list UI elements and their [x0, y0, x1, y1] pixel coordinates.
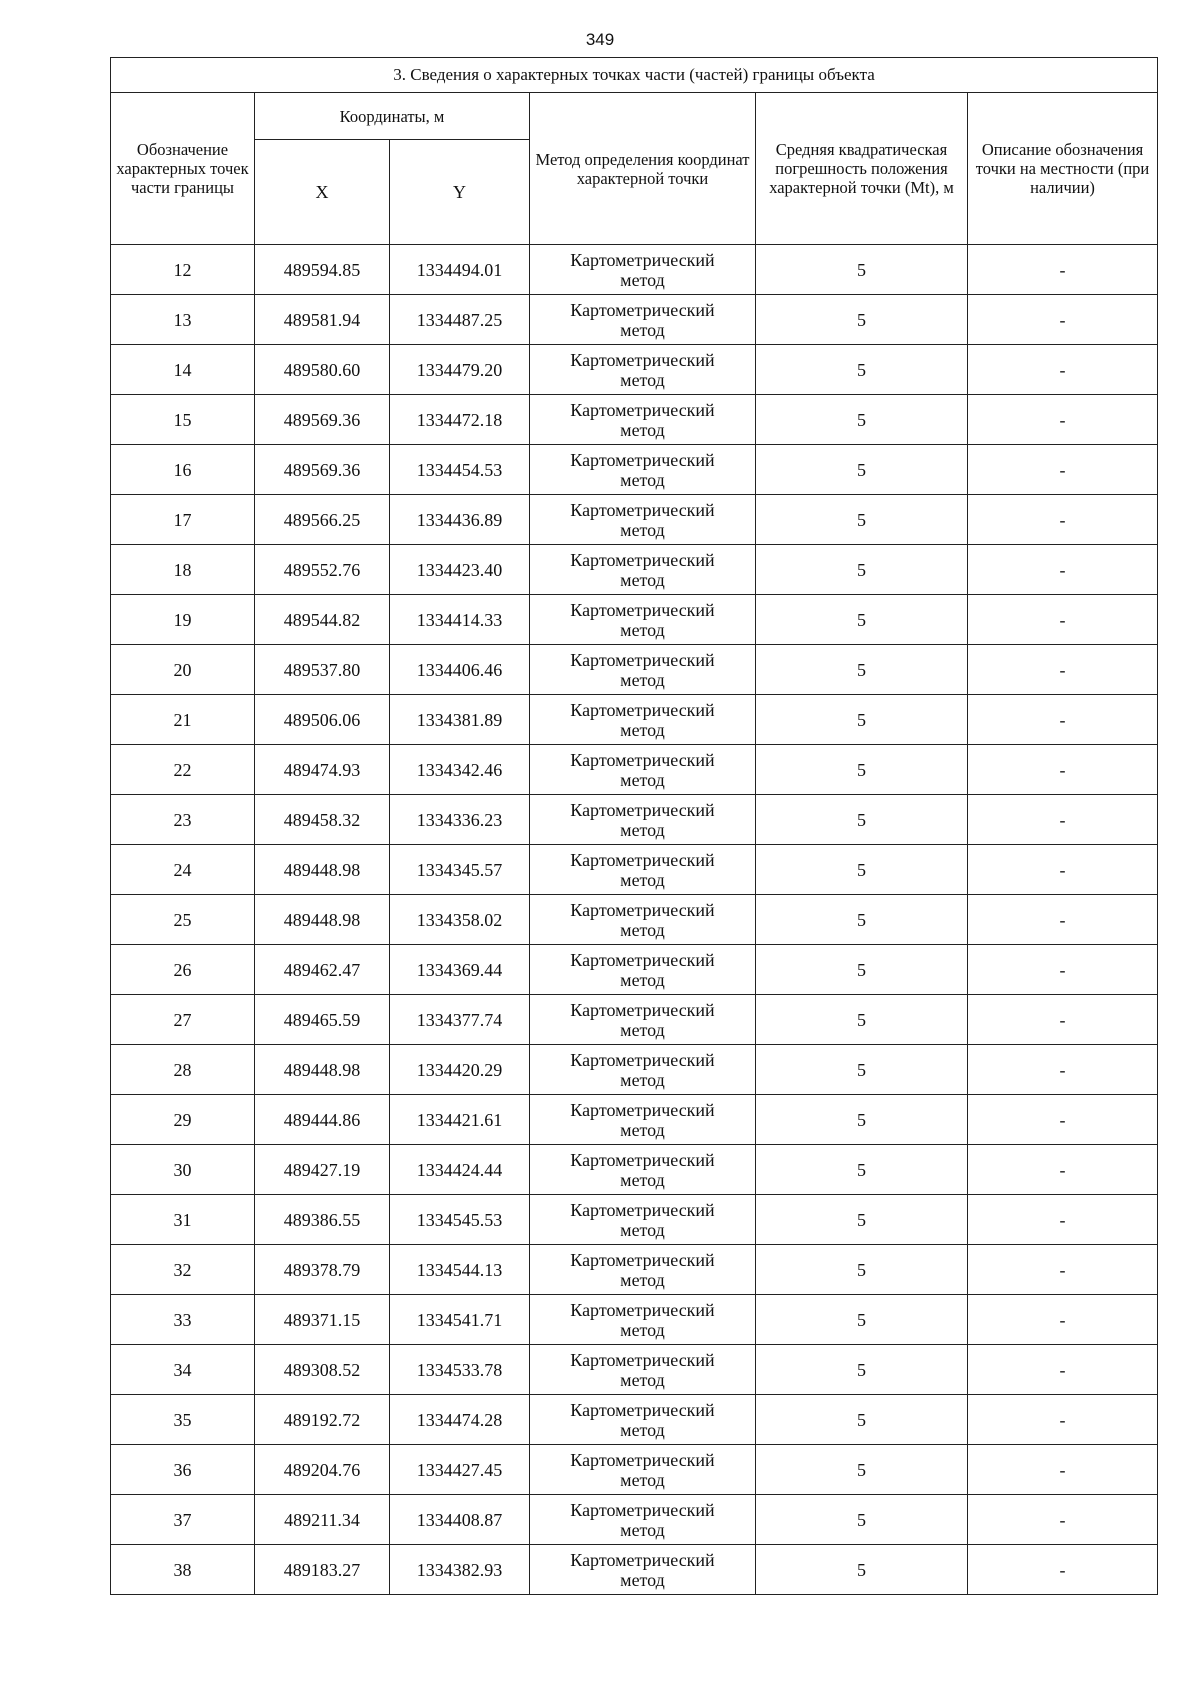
method-text: метод — [620, 669, 665, 690]
cell-accuracy: 5 — [756, 1145, 968, 1195]
cell-y-coordinate: 1334533.78 — [390, 1345, 530, 1395]
table-row — [111, 745, 1158, 795]
header-accuracy: Средняя квадратическая погрешность положения характерной точки (Mt), м — [756, 93, 968, 245]
cell-description: - — [968, 545, 1158, 595]
cell-description: - — [968, 1295, 1158, 1345]
method-text: Картометрический — [570, 799, 715, 820]
cell-x-coordinate: 489458.32 — [255, 795, 390, 845]
method-text: Картометрический — [570, 849, 715, 870]
cell-y-coordinate: 1334487.25 — [390, 295, 530, 345]
cell-y-coordinate: 1334342.46 — [390, 745, 530, 795]
method-text: Картометрический — [570, 299, 715, 320]
cell-y-coordinate: 1334544.13 — [390, 1245, 530, 1295]
method-text: метод — [620, 1019, 665, 1040]
cell-accuracy: 5 — [756, 945, 968, 995]
cell-y-coordinate: 1334424.44 — [390, 1145, 530, 1195]
cell-method — [530, 995, 756, 1045]
cell-x-coordinate: 489506.06 — [255, 695, 390, 745]
method-text: метод — [620, 369, 665, 390]
cell-description: - — [968, 1395, 1158, 1445]
cell-description: - — [968, 345, 1158, 395]
cell-accuracy: 5 — [756, 295, 968, 345]
table-row — [111, 1045, 1158, 1095]
header-description: Описание обозначения точки на местности (при наличии) — [968, 93, 1158, 245]
cell-accuracy: 5 — [756, 795, 968, 845]
cell-x-coordinate: 489569.36 — [255, 445, 390, 495]
cell-description: - — [968, 1345, 1158, 1395]
cell-y-coordinate: 1334358.02 — [390, 895, 530, 945]
method-text: метод — [620, 519, 665, 540]
cell-x-coordinate: 489594.85 — [255, 245, 390, 295]
cell-point-designation: 18 — [111, 545, 255, 595]
cell-x-coordinate: 489448.98 — [255, 895, 390, 945]
cell-method — [530, 845, 756, 895]
method-text: метод — [620, 869, 665, 890]
cell-description: - — [968, 795, 1158, 845]
cell-method — [530, 395, 756, 445]
method-text: Картометрический — [570, 599, 715, 620]
method-text: метод — [620, 419, 665, 440]
cell-accuracy: 5 — [756, 1345, 968, 1395]
cell-point-designation: 35 — [111, 1395, 255, 1445]
cell-method — [530, 1195, 756, 1245]
cell-point-designation: 17 — [111, 495, 255, 545]
cell-point-designation: 12 — [111, 245, 255, 295]
cell-accuracy: 5 — [756, 1545, 968, 1595]
cell-point-designation: 32 — [111, 1245, 255, 1295]
cell-accuracy: 5 — [756, 595, 968, 645]
cell-method — [530, 1245, 756, 1295]
cell-method — [530, 1295, 756, 1345]
cell-description: - — [968, 445, 1158, 495]
cell-accuracy: 5 — [756, 645, 968, 695]
cell-description: - — [968, 245, 1158, 295]
cell-method — [530, 495, 756, 545]
cell-x-coordinate: 489386.55 — [255, 1195, 390, 1245]
cell-method — [530, 345, 756, 395]
cell-point-designation: 34 — [111, 1345, 255, 1395]
cell-x-coordinate: 489427.19 — [255, 1145, 390, 1195]
cell-method — [530, 1045, 756, 1095]
cell-method — [530, 895, 756, 945]
cell-accuracy: 5 — [756, 1295, 968, 1345]
cell-x-coordinate: 489444.86 — [255, 1095, 390, 1145]
cell-point-designation: 23 — [111, 795, 255, 845]
table-row — [111, 595, 1158, 645]
method-text: метод — [620, 1269, 665, 1290]
cell-accuracy: 5 — [756, 345, 968, 395]
cell-description: - — [968, 1095, 1158, 1145]
cell-description: - — [968, 1195, 1158, 1245]
method-text: метод — [620, 1569, 665, 1590]
table-row — [111, 995, 1158, 1045]
table-row — [111, 1445, 1158, 1495]
cell-y-coordinate: 1334545.53 — [390, 1195, 530, 1245]
header-x: X — [255, 140, 390, 245]
cell-accuracy: 5 — [756, 1395, 968, 1445]
cell-x-coordinate: 489465.59 — [255, 995, 390, 1045]
cell-x-coordinate: 489462.47 — [255, 945, 390, 995]
cell-y-coordinate: 1334474.28 — [390, 1395, 530, 1445]
method-text: Картометрический — [570, 749, 715, 770]
cell-y-coordinate: 1334420.29 — [390, 1045, 530, 1095]
cell-x-coordinate: 489537.80 — [255, 645, 390, 695]
cell-y-coordinate: 1334427.45 — [390, 1445, 530, 1495]
table-row — [111, 845, 1158, 895]
cell-description: - — [968, 995, 1158, 1045]
header-point-designation: Обозначение характерных точек части границы — [111, 93, 255, 245]
method-text: метод — [620, 319, 665, 340]
cell-y-coordinate: 1334382.93 — [390, 1545, 530, 1595]
cell-point-designation: 16 — [111, 445, 255, 495]
cell-x-coordinate: 489211.34 — [255, 1495, 390, 1545]
cell-point-designation: 37 — [111, 1495, 255, 1545]
cell-point-designation: 13 — [111, 295, 255, 345]
method-text: Картометрический — [570, 1499, 715, 1520]
cell-method — [530, 945, 756, 995]
cell-description: - — [968, 1545, 1158, 1595]
table-row — [111, 1295, 1158, 1345]
cell-x-coordinate: 489448.98 — [255, 1045, 390, 1095]
method-text: метод — [620, 1369, 665, 1390]
cell-description: - — [968, 495, 1158, 545]
table-row — [111, 945, 1158, 995]
table-row — [111, 1395, 1158, 1445]
cell-accuracy: 5 — [756, 1445, 968, 1495]
method-text: метод — [620, 269, 665, 290]
cell-method — [530, 1445, 756, 1495]
cell-accuracy: 5 — [756, 545, 968, 595]
cell-point-designation: 22 — [111, 745, 255, 795]
characteristic-points-table — [110, 57, 1158, 1595]
cell-description: - — [968, 395, 1158, 445]
cell-x-coordinate: 489474.93 — [255, 745, 390, 795]
method-text: метод — [620, 919, 665, 940]
method-text: метод — [620, 819, 665, 840]
cell-y-coordinate: 1334479.20 — [390, 345, 530, 395]
table-row — [111, 1545, 1158, 1595]
cell-method — [530, 1145, 756, 1195]
table-row — [111, 1495, 1158, 1545]
cell-description: - — [968, 845, 1158, 895]
cell-method — [530, 595, 756, 645]
table-row — [111, 1345, 1158, 1395]
cell-accuracy: 5 — [756, 1095, 968, 1145]
method-text: метод — [620, 769, 665, 790]
cell-y-coordinate: 1334414.33 — [390, 595, 530, 645]
method-text: Картометрический — [570, 1299, 715, 1320]
cell-point-designation: 30 — [111, 1145, 255, 1195]
cell-point-designation: 21 — [111, 695, 255, 745]
table-row — [111, 395, 1158, 445]
cell-point-designation: 15 — [111, 395, 255, 445]
cell-point-designation: 38 — [111, 1545, 255, 1595]
cell-accuracy: 5 — [756, 695, 968, 745]
method-text: метод — [620, 1319, 665, 1340]
table-body — [111, 245, 1158, 1595]
cell-accuracy: 5 — [756, 245, 968, 295]
cell-point-designation: 31 — [111, 1195, 255, 1245]
table-row — [111, 1095, 1158, 1145]
cell-x-coordinate: 489308.52 — [255, 1345, 390, 1395]
table-row — [111, 345, 1158, 395]
cell-accuracy: 5 — [756, 745, 968, 795]
cell-point-designation: 20 — [111, 645, 255, 695]
method-text: метод — [620, 1169, 665, 1190]
table-row — [111, 245, 1158, 295]
cell-description: - — [968, 1145, 1158, 1195]
table-row — [111, 295, 1158, 345]
cell-x-coordinate: 489378.79 — [255, 1245, 390, 1295]
cell-y-coordinate: 1334541.71 — [390, 1295, 530, 1345]
header-coordinates: Координаты, м — [255, 93, 530, 140]
method-text: Картометрический — [570, 999, 715, 1020]
cell-x-coordinate: 489204.76 — [255, 1445, 390, 1495]
cell-x-coordinate: 489544.82 — [255, 595, 390, 645]
cell-x-coordinate: 489569.36 — [255, 395, 390, 445]
cell-method — [530, 1345, 756, 1395]
cell-method — [530, 545, 756, 595]
cell-y-coordinate: 1334408.87 — [390, 1495, 530, 1545]
table-row — [111, 445, 1158, 495]
cell-method — [530, 795, 756, 845]
cell-y-coordinate: 1334345.57 — [390, 845, 530, 895]
cell-description: - — [968, 645, 1158, 695]
cell-description: - — [968, 1245, 1158, 1295]
header-method: Метод определения координат характерной точки — [530, 93, 756, 245]
cell-x-coordinate: 489448.98 — [255, 845, 390, 895]
table-row — [111, 695, 1158, 745]
cell-method — [530, 295, 756, 345]
table-row — [111, 1245, 1158, 1295]
cell-y-coordinate: 1334421.61 — [390, 1095, 530, 1145]
cell-point-designation: 24 — [111, 845, 255, 895]
method-text: метод — [620, 1419, 665, 1440]
method-text: Картометрический — [570, 899, 715, 920]
cell-method — [530, 1495, 756, 1545]
cell-accuracy: 5 — [756, 1045, 968, 1095]
cell-x-coordinate: 489371.15 — [255, 1295, 390, 1345]
cell-description: - — [968, 895, 1158, 945]
method-text: Картометрический — [570, 1149, 715, 1170]
cell-x-coordinate: 489566.25 — [255, 495, 390, 545]
cell-point-designation: 33 — [111, 1295, 255, 1345]
cell-y-coordinate: 1334454.53 — [390, 445, 530, 495]
cell-point-designation: 36 — [111, 1445, 255, 1495]
cell-accuracy: 5 — [756, 995, 968, 1045]
cell-y-coordinate: 1334423.40 — [390, 545, 530, 595]
cell-x-coordinate: 489580.60 — [255, 345, 390, 395]
cell-method — [530, 1395, 756, 1445]
cell-y-coordinate: 1334369.44 — [390, 945, 530, 995]
cell-accuracy: 5 — [756, 1195, 968, 1245]
cell-x-coordinate: 489552.76 — [255, 545, 390, 595]
header-y: Y — [390, 140, 530, 245]
cell-description: - — [968, 695, 1158, 745]
cell-description: - — [968, 745, 1158, 795]
cell-method — [530, 1545, 756, 1595]
method-text: Картометрический — [570, 1099, 715, 1120]
cell-description: - — [968, 295, 1158, 345]
method-text: метод — [620, 619, 665, 640]
cell-point-designation: 26 — [111, 945, 255, 995]
cell-point-designation: 19 — [111, 595, 255, 645]
cell-method — [530, 645, 756, 695]
method-text: Картометрический — [570, 449, 715, 470]
method-text: метод — [620, 1219, 665, 1240]
table-row — [111, 1145, 1158, 1195]
cell-x-coordinate: 489192.72 — [255, 1395, 390, 1445]
method-text: Картометрический — [570, 699, 715, 720]
table-row — [111, 895, 1158, 945]
cell-point-designation: 29 — [111, 1095, 255, 1145]
method-text: Картометрический — [570, 1399, 715, 1420]
cell-accuracy: 5 — [756, 445, 968, 495]
cell-method — [530, 745, 756, 795]
method-text: Картометрический — [570, 399, 715, 420]
cell-method — [530, 445, 756, 495]
cell-point-designation: 27 — [111, 995, 255, 1045]
cell-y-coordinate: 1334472.18 — [390, 395, 530, 445]
cell-method — [530, 245, 756, 295]
cell-x-coordinate: 489581.94 — [255, 295, 390, 345]
cell-point-designation: 28 — [111, 1045, 255, 1095]
cell-description: - — [968, 595, 1158, 645]
method-text: метод — [620, 469, 665, 490]
table-row — [111, 645, 1158, 695]
method-text: Картометрический — [570, 1049, 715, 1070]
cell-y-coordinate: 1334436.89 — [390, 495, 530, 545]
method-text: Картометрический — [570, 1349, 715, 1370]
cell-accuracy: 5 — [756, 495, 968, 545]
cell-description: - — [968, 1445, 1158, 1495]
method-text: метод — [620, 1519, 665, 1540]
method-text: Картометрический — [570, 349, 715, 370]
method-text: Картометрический — [570, 649, 715, 670]
method-text: метод — [620, 569, 665, 590]
cell-point-designation: 25 — [111, 895, 255, 945]
method-text: Картометрический — [570, 1199, 715, 1220]
table-row — [111, 795, 1158, 845]
method-text: метод — [620, 1069, 665, 1090]
method-text: Картометрический — [570, 499, 715, 520]
method-text: метод — [620, 719, 665, 740]
cell-accuracy: 5 — [756, 1245, 968, 1295]
cell-description: - — [968, 1045, 1158, 1095]
method-text: метод — [620, 1469, 665, 1490]
cell-y-coordinate: 1334406.46 — [390, 645, 530, 695]
cell-accuracy: 5 — [756, 845, 968, 895]
table-row — [111, 545, 1158, 595]
cell-method — [530, 695, 756, 745]
method-text: метод — [620, 1119, 665, 1140]
method-text: метод — [620, 969, 665, 990]
cell-y-coordinate: 1334494.01 — [390, 245, 530, 295]
method-text: Картометрический — [570, 1249, 715, 1270]
method-text: Картометрический — [570, 1449, 715, 1470]
method-text: Картометрический — [570, 549, 715, 570]
cell-y-coordinate: 1334377.74 — [390, 995, 530, 1045]
table-row — [111, 495, 1158, 545]
cell-method — [530, 1095, 756, 1145]
cell-y-coordinate: 1334381.89 — [390, 695, 530, 745]
cell-description: - — [968, 1495, 1158, 1545]
cell-x-coordinate: 489183.27 — [255, 1545, 390, 1595]
method-text: Картометрический — [570, 1549, 715, 1570]
cell-point-designation: 14 — [111, 345, 255, 395]
page-number: 349 — [585, 30, 615, 49]
method-text: Картометрический — [570, 249, 715, 270]
cell-description: - — [968, 945, 1158, 995]
cell-accuracy: 5 — [756, 395, 968, 445]
table-row — [111, 1195, 1158, 1245]
cell-accuracy: 5 — [756, 1495, 968, 1545]
cell-y-coordinate: 1334336.23 — [390, 795, 530, 845]
method-text: Картометрический — [570, 949, 715, 970]
table-caption: 3. Сведения о характерных точках части (частей) границы объекта — [111, 58, 1158, 93]
cell-accuracy: 5 — [756, 895, 968, 945]
